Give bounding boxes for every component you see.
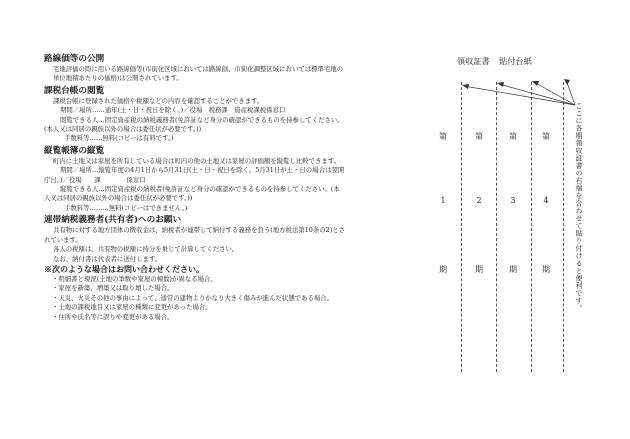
- section-heading-route-price: 路線価等の公開: [44, 54, 105, 64]
- tax-ledger-text-4: (本人又は同居の親族以外の場合は委任状が必要です。)): [44, 125, 202, 134]
- tax-ledger-text-3: 閲覧できる人…固定資産税の納税義務者(免許証など身分の確認ができるものを持参してください。: [60, 115, 344, 124]
- inquiry-bullet-3: ・天災、火災その他の事由によって、通常の建物よりかなり大きく傷みが進んだ状態である場合。: [52, 293, 334, 302]
- period-suffix-4: 期: [542, 265, 550, 274]
- inquiry-bullet-2: ・家屋を新築、増築又は取り壊した場合。: [52, 284, 174, 293]
- period-number-3: 3: [510, 196, 516, 205]
- period-prefix-4: 第: [542, 132, 550, 141]
- inspection-text-4: 縦覧できる人…固定資産税の納税者(免許証など身分の確認ができるものを持参してください。(本: [60, 185, 340, 194]
- tax-ledger-text-2: 期間／場所……通年(土・日・祝日を除く。)／役場 税務課 資産税課税係窓口: [60, 106, 286, 115]
- period-suffix-3: 期: [509, 265, 517, 274]
- period-number-1: 1: [440, 196, 446, 205]
- receipt-header-title: 領収証書: [457, 56, 490, 66]
- attachment-header-title: 貼付台紙: [499, 56, 532, 66]
- period-prefix-3: 第: [509, 132, 517, 141]
- period-suffix-1: 期: [439, 265, 447, 274]
- joint-taxpayer-text-3: 各人の税額は、共有物の税額に持分を乗じて計算してください。: [53, 245, 239, 254]
- section-heading-joint-taxpayer: 連帯納税義務者(共有者)へのお願い: [44, 215, 182, 226]
- joint-taxpayer-text-2: れています。: [44, 235, 82, 244]
- attachment-instruction: ここに各期領収証書の右端を合わせて貼り付けると便利です。: [575, 102, 583, 312]
- period-number-4: 4: [543, 196, 549, 205]
- joint-taxpayer-text-4: なお、納付書は代表者に送付します。: [53, 254, 162, 263]
- section-heading-inquiries: ※次のような場合はお問い合わせください。: [44, 263, 204, 274]
- tax-ledger-text-1: 課税台帳に登録された価格や税額などの内容を確認することができます。: [53, 96, 264, 105]
- inspection-text-3: 庁日。)／役場 課 係窓口: [44, 175, 146, 184]
- section-heading-inspection: 縦覧帳簿の縦覧: [44, 145, 105, 156]
- period-prefix-1: 第: [439, 132, 447, 141]
- inquiry-bullet-1: ・明細書と現況(土地の筆数や家屋の棟数)が異なる場合。: [52, 274, 217, 283]
- inspection-text-2: 期間／場所…縦覧年度の4月1日から5月31日(土・日・祝日を除く。5月31日が土・日の場合は翌開: [60, 166, 345, 175]
- period-prefix-2: 第: [475, 132, 483, 141]
- route-price-text-1: 宅地評価の際に用いる路線価等(市街化区域においては路線価、市街化調整区域においては標準宅地の: [53, 65, 344, 73]
- inquiry-bullet-5: ・住所や氏名等に誤りや変更がある場合。: [52, 312, 174, 321]
- inquiry-bullet-4: ・土地の課税地目又は家屋の種類に変更があった場合。: [52, 303, 212, 312]
- route-price-text-2: 単位地積あたりの価格)は公開されています。: [53, 74, 183, 83]
- period-number-2: 2: [476, 196, 482, 205]
- inspection-text-5: 人又は同居の親族以外の場合は委任状が必要です。)): [44, 194, 193, 203]
- joint-taxpayer-text-1: 共有物に対する地方団体の徴収金は、納税者が連帯して納付する義務を負う(地方税法第10条の2)とさ: [53, 226, 345, 235]
- inspection-text-1: 町内に土地又は家屋を所有している場合は町内の他の土地又は家屋の評価額を縦覧し比較できます。: [53, 156, 341, 165]
- period-suffix-2: 期: [475, 265, 483, 274]
- inspection-text-6: 手数料等………無料(コピーはできません。): [64, 203, 188, 212]
- section-heading-tax-ledger: 課税台帳の閲覧: [44, 85, 105, 96]
- tax-ledger-text-5: 手数料等……無料(コピーは有料です。): [64, 134, 174, 143]
